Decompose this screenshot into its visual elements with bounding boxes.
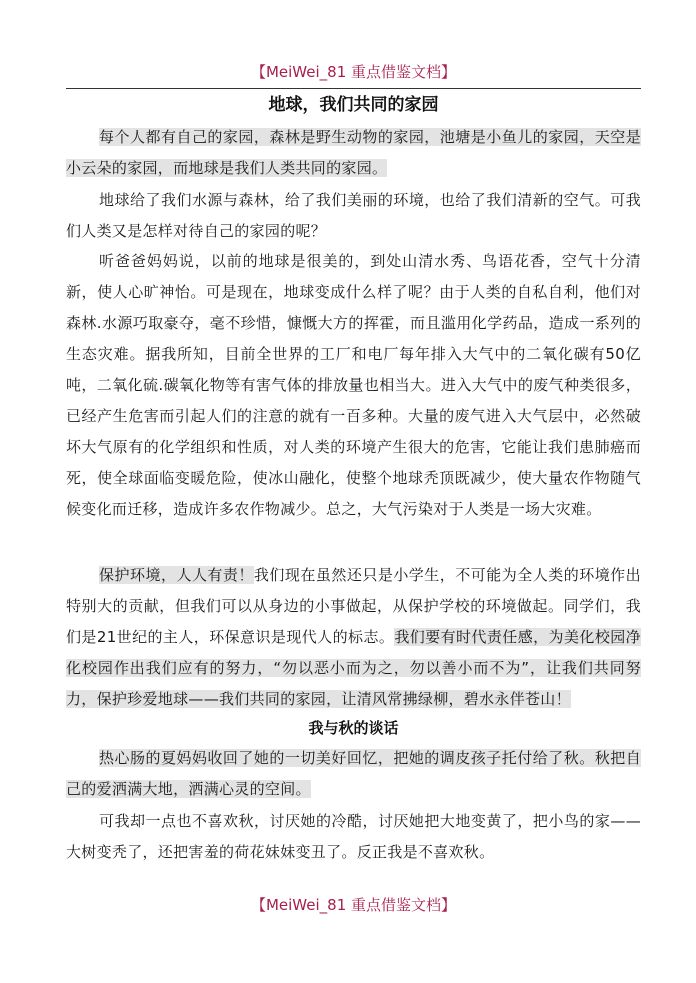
paragraph	[66, 122, 641, 184]
paragraph-text: 我们现在虽然还只是小学生，不可能为全人类的环境作出特别大的贡献，但我们可以从身边的小事做起，从保护学校的环境做起。同学们，我们是21世纪的主人，环保意识是现代人的标志。	[66, 566, 641, 646]
paragraph	[66, 560, 641, 715]
paragraph: 地球给了我们水源与森林，给了我们美丽的环境，也给了我们清新的空气。可我们人类又是怎样对待自己的家园的呢？	[66, 191, 641, 240]
header-divider	[66, 88, 641, 89]
page-footer: 【MeiWei_81 重点借鉴文档】	[250, 896, 457, 914]
paragraph: 可我却一点也不喜欢秋，讨厌她的冷酷，讨厌她把大地变黄了，把小鸟的家——大树变秃了，还把害羞的荷花妹妹变丑了。反正我是不喜欢秋。	[66, 812, 641, 861]
paragraph-text: 保护环境，人人有责！	[99, 566, 254, 584]
article-title: 我与秋的谈话	[308, 719, 399, 737]
paragraph: 听爸爸妈妈说，以前的地球是很美的，到处山清水秀、鸟语花香，空气十分清新，使人心旷神怡。可是现在，地球变成什么样了呢？由于人类的自私自利，他们对森林.水源巧取豪夺，毫不珍惜，慷慨大方的挥霍，而且滥用化学药品，造成一系列的生态灾难。据我所知，目前全世界的工厂和电厂每年排入大气中的二氧化碳有50亿吨，二氧化硫.碳氧化物等有害气体的排放量也相当大。进入大气中的废气种类很多，已经产生危害而引起人们的注意的就有一百多种。大量的废气进入大气层中，必然破坏大气原有的化学组织和性质，对人类的环境产生很大的危害，它能让我们患肺癌而死，使全球面临变暖危险，使冰山融化，使整个地球秃顶既减少，使大量农作物随气候变化而迁移，造成许多农作物减少。总之，大气污染对于人类是一场大灾难。	[66, 252, 641, 518]
paragraph-text: 热心肠的夏妈妈收回了她的一切美好回忆，把她的调皮孩子托付给了秋。秋把自己的爱洒满大地，洒满心灵的空间。	[66, 749, 641, 798]
article-title: 地球，我们共同的家园	[268, 95, 439, 115]
paragraph-text: 我们要有时代责任感，为美化校园净化校园作出我们应有的努力，“勿以恶小而为之，勿以善小而不为”，让我们共同努力，保护珍爱地球——我们共同的家园，让清风常拂绿柳，碧水永伴苍山！	[66, 628, 641, 708]
page-header: 【MeiWei_81 重点借鉴文档】	[250, 63, 457, 81]
paragraph-text: 每个人都有自己的家园，森林是野生动物的家园，池塘是小鱼儿的家园，天空是小云朵的家园，而地球是我们人类共同的家园。	[66, 128, 641, 177]
paragraph	[66, 743, 641, 805]
